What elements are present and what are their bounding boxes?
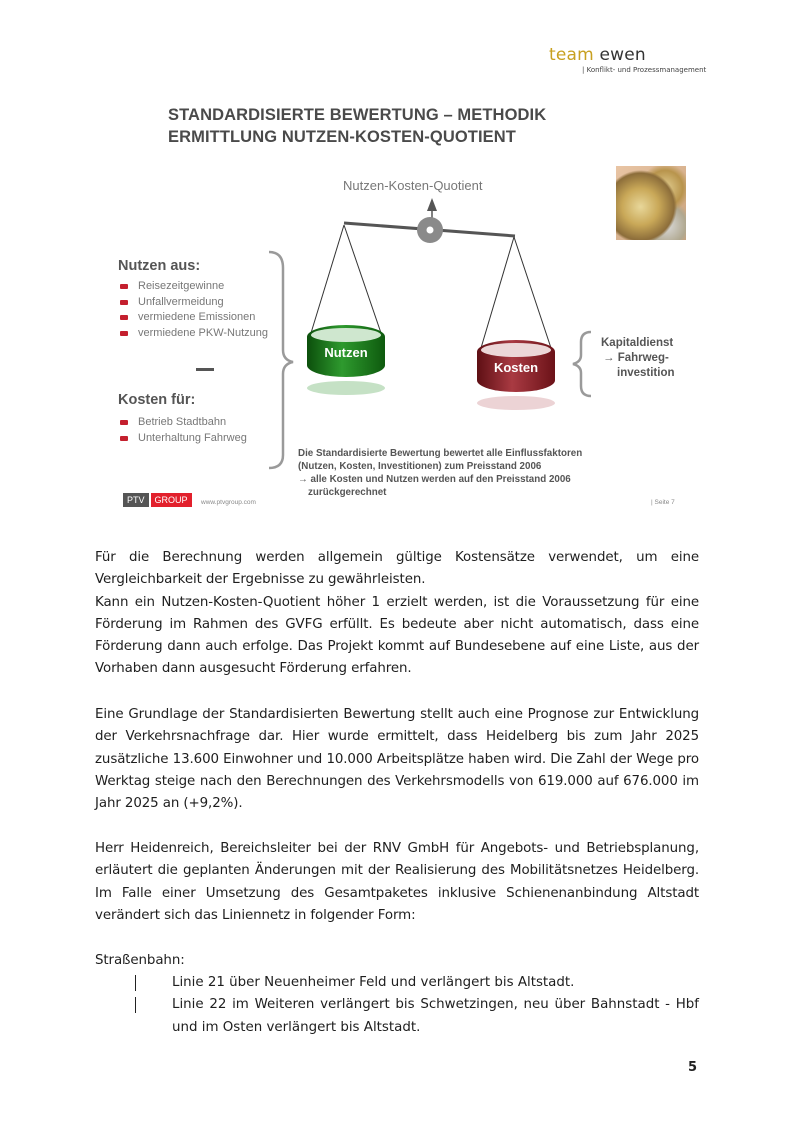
drum-rim xyxy=(311,328,381,342)
costs-heading: Kosten für: xyxy=(118,392,196,408)
list-label: Straßenbahn: xyxy=(95,953,185,968)
list-bullet-bar-icon xyxy=(135,975,136,991)
slide-title-line1: STANDARDISIERTE BEWERTUNG – METHODIK xyxy=(168,106,547,124)
paragraph-network-changes: Herr Heidenreich, Bereichsleiter bei der RNV GmbH für Angebots- und Betriebsplanung, erläutert die geplanten Änderungen mit der Realisierung des Mobilitätsnetzes Heidelberg. Im Falle einer Umsetzung des Gesamtpaketes inklusive Schienenanbindung Altstadt verändert sich das Liniennetz in folgender Form: xyxy=(95,841,699,923)
list-bullet-bar-icon xyxy=(135,997,136,1013)
bullet-icon xyxy=(120,420,128,425)
embedded-slide-figure xyxy=(103,90,713,518)
benefit-item: Unfallvermeidung xyxy=(118,295,268,311)
nutzen-drum-reflection xyxy=(307,381,385,395)
team-ewen-logo xyxy=(549,46,706,74)
nutzen-drum-label: Nutzen xyxy=(324,345,368,360)
capital-service-note: Kapitaldienst → Fahrweg- investition xyxy=(601,337,675,379)
kosten-drum xyxy=(477,340,555,392)
slide-footer-url: www.ptvgroup.com xyxy=(201,499,256,506)
bullet-icon xyxy=(120,436,128,441)
benefits-heading: Nutzen aus: xyxy=(118,258,201,274)
bullet-icon xyxy=(120,331,128,336)
slide-footnote: Die Standardisierte Bewertung bewertet alle Einflussfaktoren (Nutzen, Kosten, Investitionen) zum Preisstand 2006 → alle Kosten und Nutzen werden auf den Preisstand 2006 zurückgerechnet xyxy=(298,448,583,498)
drum-rim xyxy=(481,343,551,357)
paragraph-forecast: Eine Grundlage der Standardisierten Bewertung stellt auch eine Prognose zur Entwicklung der Verkehrsnachfrage dar. Hier wurde ermittelt, dass Heidelberg bis zum Jahr 2025 zusätzliche 13.600 Einwohner und 10.000 Arbeitsplätze haben wird. Die Zahl der Wege pro Werktag steige nach den Berechnungen des Verkehrsmodells von 619.000 auf 676.000 im Jahr 2025 an (+9,2%). xyxy=(95,707,699,812)
bullet-icon xyxy=(120,284,128,289)
logo-subtitle: | Konflikt- und Prozessmanagement xyxy=(582,66,707,74)
benefit-item: vermiedene Emissionen xyxy=(118,310,268,326)
list-item: Linie 22 im Weiteren verlängert bis Schwetzingen, neu über Bahnstadt - Hbf und im Osten verlängert bis Altstadt. xyxy=(95,994,699,1039)
benefit-item: vermiedene PKW-Nutzung xyxy=(118,326,268,342)
tram-lines-list xyxy=(95,972,699,1039)
ptv-group-logo: PTV GROUP xyxy=(123,493,192,507)
scale-label: Nutzen-Kosten-Quotient xyxy=(343,178,483,193)
kosten-drum-label: Kosten xyxy=(493,360,539,375)
slide-title-line2: ERMITTLUNG NUTZEN-KOSTEN-QUOTIENT xyxy=(168,128,516,146)
logo-team-text: team xyxy=(549,45,594,65)
benefits-list xyxy=(118,279,268,341)
cost-item: Betrieb Stadtbahn xyxy=(118,415,247,431)
bullet-icon xyxy=(120,315,128,320)
kosten-drum-reflection xyxy=(477,396,555,410)
logo-ewen-text: ewen xyxy=(599,45,646,65)
cost-item: Unterhaltung Fahrweg xyxy=(118,431,247,447)
bullet-icon xyxy=(120,300,128,305)
nutzen-drum xyxy=(307,325,385,377)
slide-page-number: | Seite 7 xyxy=(651,499,675,506)
paragraph-cost-rates: Für die Berechnung werden allgemein gültige Kostensätze verwendet, um eine Vergleichbarkeit der Ergebnisse zu gewährleisten. Kann ein Nutzen-Kosten-Quotient höher 1 erzielt werden, ist die Voraussetzung für eine Förderung im Rahmen des GVFG erfüllt. Es bedeute aber nicht automatisch, dass eine Förderung dann auch erfolge. Das Projekt kommt auf Bundesebene auf eine Liste, aus der Vorhaben dann ausgesucht Förderung erfahren. xyxy=(95,550,699,677)
page-number: 5 xyxy=(688,1060,698,1075)
benefit-item: Reisezeitgewinne xyxy=(118,279,268,295)
minus-sign-icon xyxy=(196,368,214,371)
costs-list xyxy=(118,415,247,446)
list-item: Linie 21 über Neuenheimer Feld und verlängert bis Altstadt. xyxy=(95,972,699,994)
